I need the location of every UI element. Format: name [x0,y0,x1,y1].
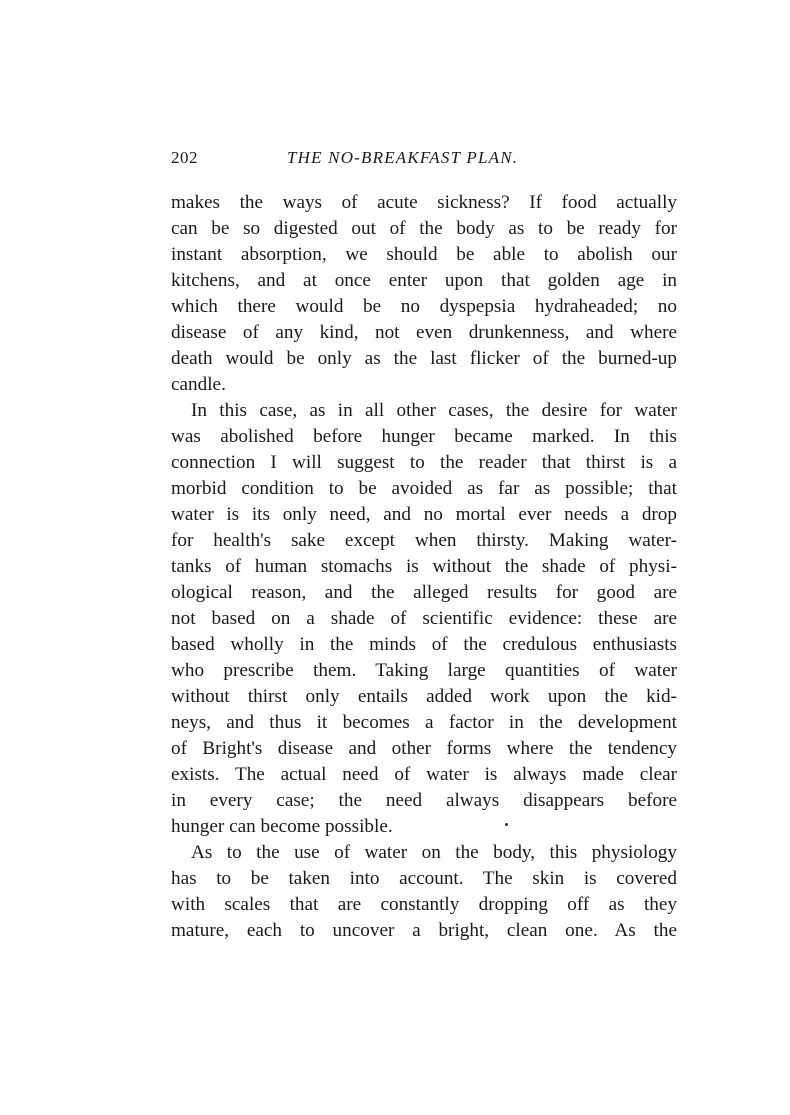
text-line: can be so digested out of the body as to be ready for [171,218,677,239]
text-line: with scales that are constantly dropping off as they [171,894,677,915]
paragraph-start-line: As to the use of water on the body, this physiology [191,842,677,863]
text-line: mature, each to uncover a bright, clean one. As the [171,920,677,941]
text-line: water is its only need, and no mortal ever needs a drop [171,504,677,525]
paragraph-start-line: In this case, as in all other cases, the desire for water [191,400,677,421]
page-number: 202 [171,148,198,167]
paragraph-end-line: candle. [171,374,226,395]
text-line: in every case; the need always disappears before [171,790,677,811]
text-line: neys, and thus it becomes a factor in the development [171,712,677,733]
text-line: which there would be no dyspepsia hydraheaded; no [171,296,677,317]
text-line: has to be taken into account. The skin is covered [171,868,677,889]
text-line: disease of any kind, not even drunkenness, and where [171,322,677,343]
text-line: without thirst only entails added work upon the kid- [171,686,677,707]
text-line: of Bright's disease and other forms where the tendency [171,738,677,759]
text-line: connection I will suggest to the reader that thirst is a [171,452,677,473]
text-line: tanks of human stomachs is without the shade of physi- [171,556,677,577]
running-title: THE NO-BREAKFAST PLAN. [287,148,519,167]
text-line: makes the ways of acute sickness? If food actually [171,192,677,213]
paragraph-end-line: hunger can become possible. [171,816,393,837]
running-head [171,146,691,170]
text-line: who prescribe them. Taking large quantities of water [171,660,677,681]
text-line: ological reason, and the alleged results for good are [171,582,677,603]
text-line: kitchens, and at once enter upon that golden age in [171,270,677,291]
text-line: morbid condition to be avoided as far as possible; that [171,478,677,499]
text-line: not based on a shade of scientific evidence: these are [171,608,677,629]
text-line: based wholly in the minds of the credulous enthusiasts [171,634,677,655]
text-line: was abolished before hunger became marked. In this [171,426,677,447]
ink-speck [505,823,508,826]
text-line: instant absorption, we should be able to abolish our [171,244,677,265]
text-line: for health's sake except when thirsty. Making water- [171,530,677,551]
body-text [171,190,677,944]
text-line: exists. The actual need of water is always made clear [171,764,677,785]
text-line: death would be only as the last flicker of the burned-up [171,348,677,369]
